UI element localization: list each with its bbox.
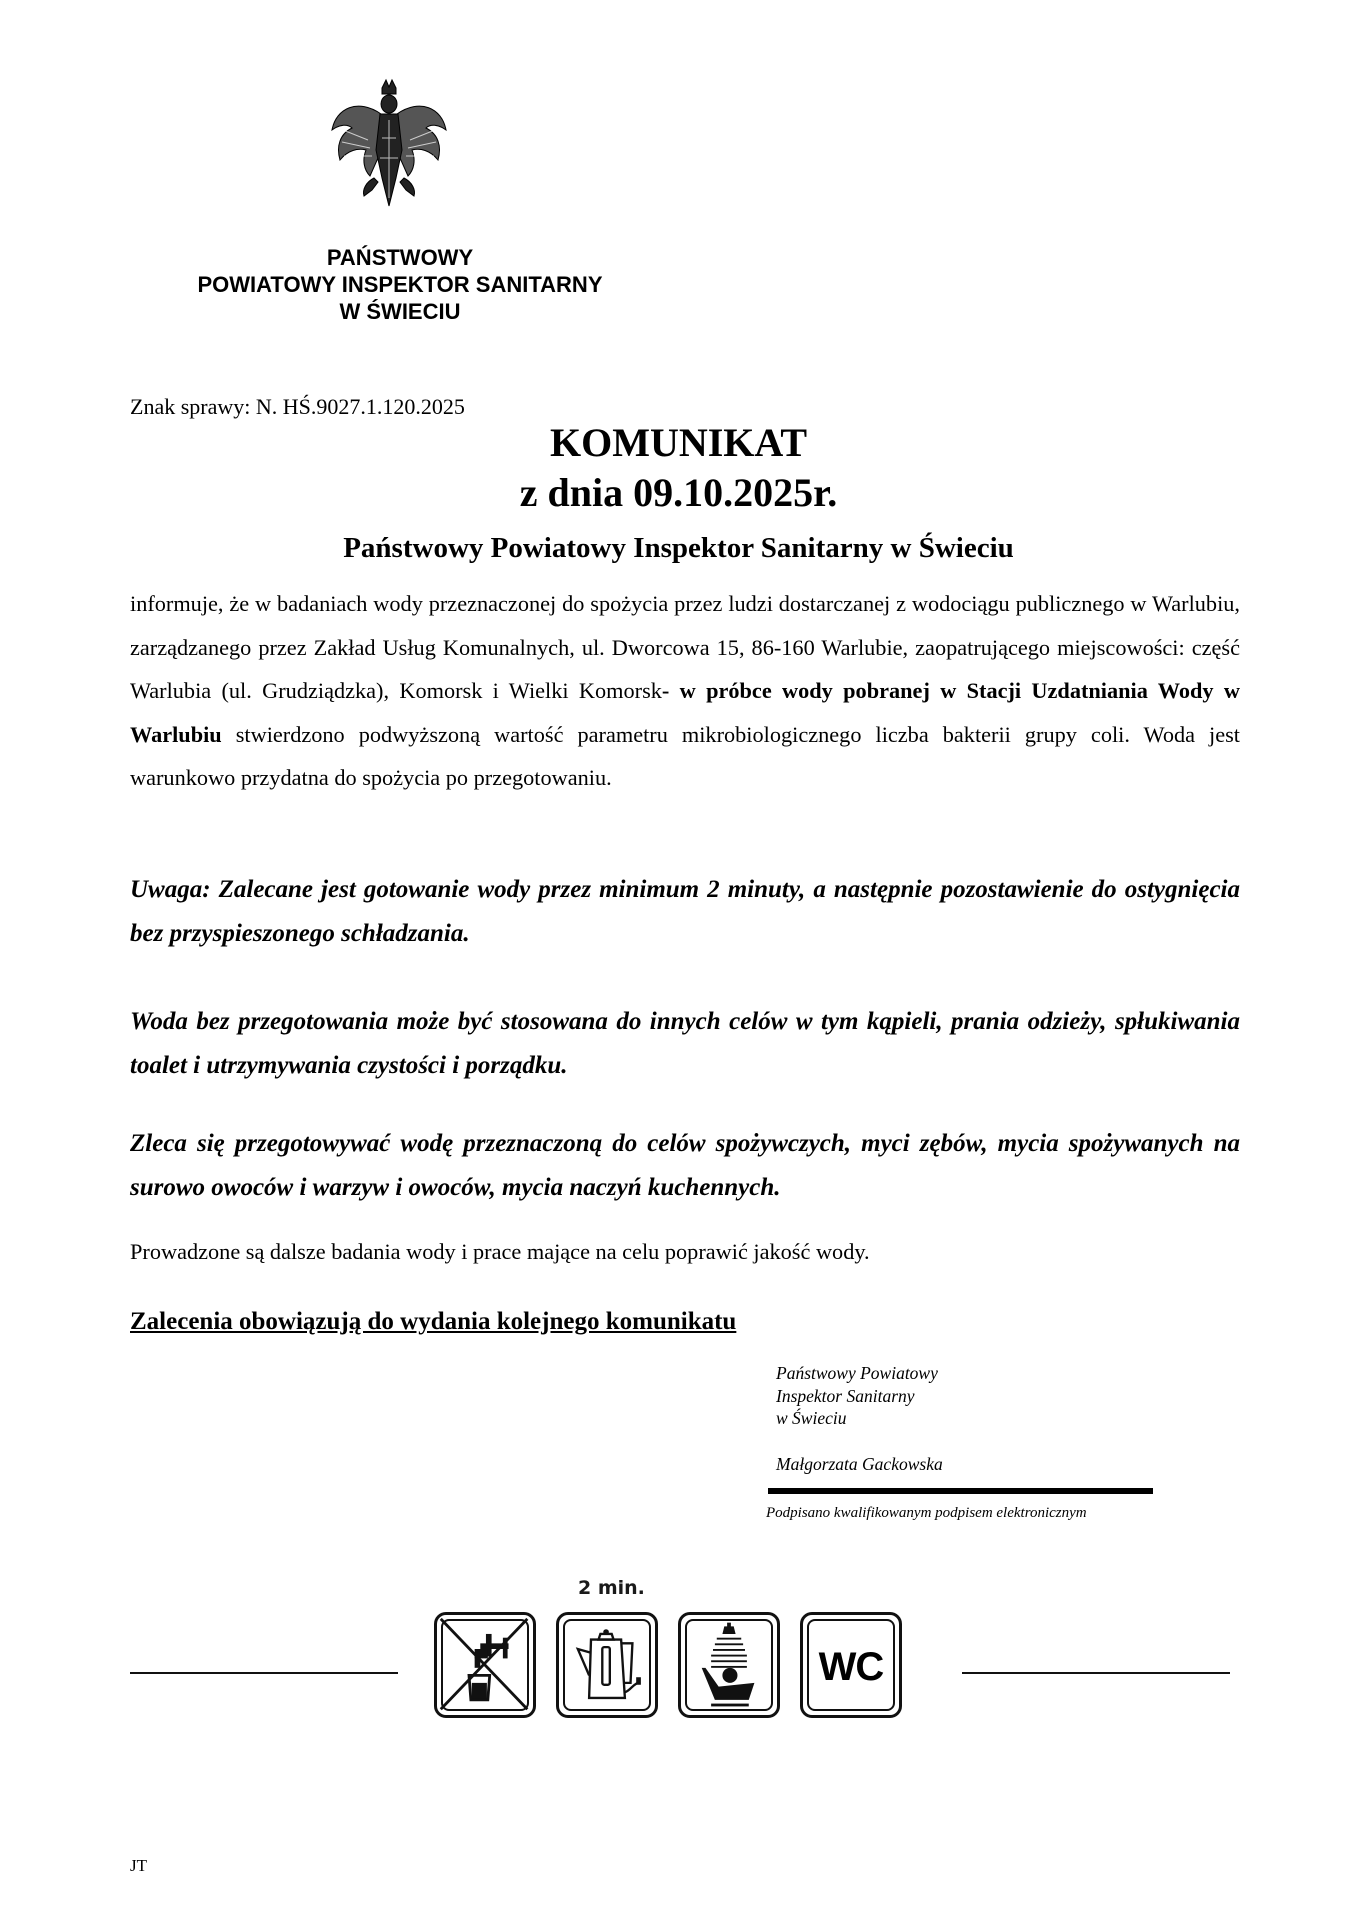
issuer-line-1: PAŃSTWOWY <box>326 245 474 270</box>
document-title: KOMUNIKAT <box>549 420 808 465</box>
boil-recommendation-paragraph: Zleca się przegotowywać wodę przeznaczoną do celów spożywczych, myci zębów, mycia spożywanych na surowo owoców i warzyw i owoców, mycia naczyń kuchennych. <box>130 1130 1240 1201</box>
signature-divider <box>768 1488 1153 1494</box>
further-testing-paragraph: Prowadzone są dalsze badania wody i prace mające na celu poprawić jakość wody. <box>130 1239 870 1264</box>
author-initials: JT <box>130 1856 147 1875</box>
no-drinking-tap-water-icon <box>434 1612 536 1718</box>
issuer-header <box>160 244 640 325</box>
boil-time-label: 2 min. <box>578 1577 645 1599</box>
signature-title <box>776 1362 938 1430</box>
wc-label: WC <box>818 1645 884 1689</box>
announcement-text-start: informuje, że w badaniach wody przeznaczonej do spożycia przez ludzi dostarczanej z wodociągu publicznego w Warlubiu, zarządzanego przez Zakład Usług Komunalnych, ul. Dworcowa 15, 86-160 Warlubie, zaopatrującego miejscowości: część Warlubia (ul. Grudziądzka), Komorsk i Wielki Komorsk <box>130 591 1240 703</box>
case-number: Znak sprawy: N. HŚ.9027.1.120.2025 <box>130 394 465 419</box>
decorative-line-left <box>130 1672 398 1674</box>
sampling-location-bold: - w próbce wody pobranej w Stacji Uzdatniania Wody w Warlubiu <box>130 678 1240 747</box>
validity-notice: Zalecenia obowiązują do wydania kolejnego komunikatu <box>130 1308 737 1335</box>
polish-eagle-emblem <box>318 78 460 216</box>
document-subtitle: Państwowy Powiatowy Inspektor Sanitarny w Świeciu <box>343 532 1014 564</box>
wc-icon <box>800 1612 902 1718</box>
issuer-line-2: POWIATOWY INSPEKTOR SANITARNY <box>197 272 603 297</box>
document-date: z dnia 09.10.2025r. <box>519 470 838 515</box>
signature-line-2: Inspektor Sanitarny <box>776 1385 915 1406</box>
announcement-paragraph <box>130 582 1240 800</box>
issuer-line-3: W ŚWIECIU <box>339 299 461 324</box>
signatory-name: Małgorzata Gackowska <box>776 1454 943 1474</box>
announcement-text-end: stwierdzono podwyższoną wartość parametru mikrobiologicznego liczba bakterii grupy coli. Woda jest warunkowo przydatna do spożycia po przegotowaniu. <box>130 721 1240 790</box>
bath-shower-icon <box>678 1612 780 1718</box>
boiling-warning-paragraph: Uwaga: Zalecane jest gotowanie wody przez minimum 2 minuty, a następnie pozostawienie do ostygnięcia bez przyspieszonego schładzania. <box>130 876 1240 947</box>
other-uses-paragraph: Woda bez przegotowania może być stosowana do innych celów w tym kąpieli, prania odzieży, spłukiwania toalet i utrzymywania czystości i porządku. <box>130 1008 1240 1079</box>
decorative-line-right <box>962 1672 1230 1674</box>
kettle-icon <box>556 1612 658 1718</box>
electronic-signature-note: Podpisano kwalifikowanym podpisem elektronicznym <box>766 1505 1087 1521</box>
signature-line-3: w Świeciu <box>776 1408 847 1428</box>
signature-line-1: Państwowy Powiatowy <box>776 1363 938 1383</box>
